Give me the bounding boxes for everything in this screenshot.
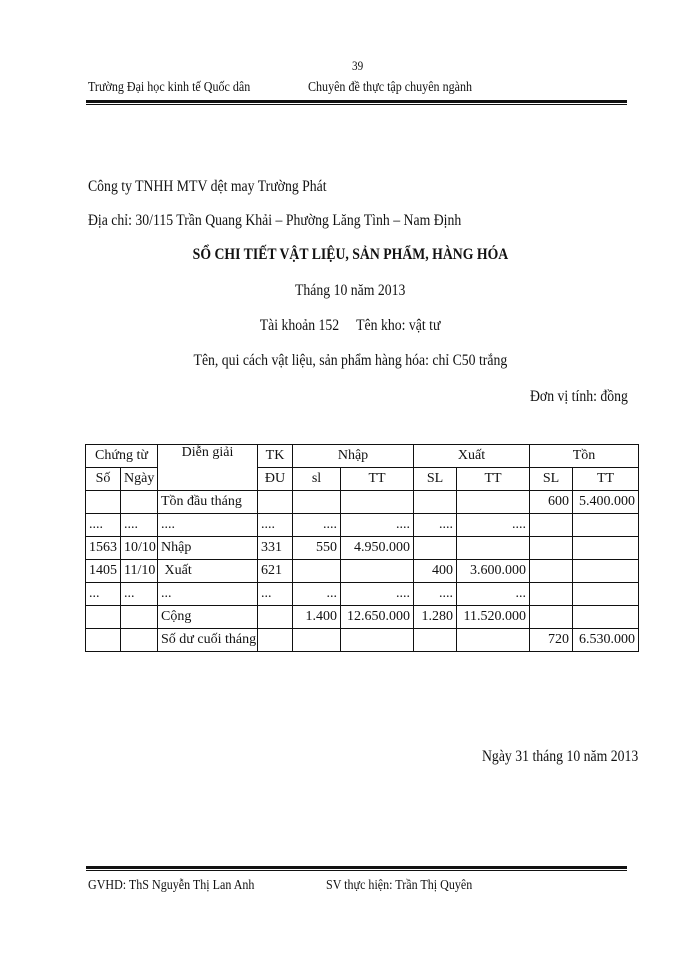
cell-date: ... (121, 583, 158, 606)
cell-export-qty (414, 629, 457, 652)
cell-export-qty (414, 537, 457, 560)
cell-export-amount: 3.600.000 (457, 560, 530, 583)
cell-description: Số dư cuối tháng (158, 629, 258, 652)
cell-export-amount: ... (457, 583, 530, 606)
cell-import-qty: ... (293, 583, 341, 606)
col-balance-amount: TT (573, 468, 639, 491)
cell-export-amount (457, 491, 530, 514)
cell-balance-amount: 6.530.000 (573, 629, 639, 652)
page-number: 39 (352, 58, 364, 73)
footer-divider (86, 866, 627, 869)
ledger-period: Tháng 10 năm 2013 (294, 282, 406, 299)
cell-balance-qty (530, 583, 573, 606)
cell-description: Xuất (158, 560, 258, 583)
cell-balance-amount (573, 606, 639, 629)
cell-balance-qty (530, 606, 573, 629)
footer-divider-thin (86, 870, 627, 871)
cell-balance-amount: 5.400.000 (573, 491, 639, 514)
col-export-qty: SL (414, 468, 457, 491)
col-import: Nhập (293, 445, 414, 468)
cell-balance-amount (573, 537, 639, 560)
col-export: Xuất (414, 445, 530, 468)
col-balance-qty: SL (530, 468, 573, 491)
col-voucher: Chứng từ (86, 445, 158, 468)
cell-no (86, 606, 121, 629)
header-report-type: Chuyên đề thực tập chuyên ngành (308, 80, 473, 95)
col-balance: Tồn (530, 445, 639, 468)
company-name: Công ty TNHH MTV dệt may Trường Phát (88, 178, 327, 195)
cell-export-qty: .... (414, 514, 457, 537)
cell-export-qty (414, 491, 457, 514)
cell-balance-qty (530, 537, 573, 560)
cell-no: .... (86, 514, 121, 537)
header-divider (86, 100, 627, 103)
cell-no: 1405 (86, 560, 121, 583)
ledger-account: Tài khoản 152 Tên kho: vật tư (259, 317, 441, 334)
ledger-title: SỔ CHI TIẾT VẬT LIỆU, SẢN PHẨM, HÀNG HÓA (192, 246, 508, 263)
cell-export-amount (457, 629, 530, 652)
table-row-total (86, 606, 639, 629)
table-row (86, 560, 639, 583)
cell-import-amount: 4.950.000 (341, 537, 414, 560)
cell-import-qty: 550 (293, 537, 341, 560)
cell-account (258, 629, 293, 652)
ledger-unit: Đơn vị tính: đồng (530, 388, 628, 405)
cell-date (121, 629, 158, 652)
cell-balance-qty: 600 (530, 491, 573, 514)
cell-export-amount: .... (457, 514, 530, 537)
cell-description: Cộng (158, 606, 258, 629)
cell-export-amount: 11.520.000 (457, 606, 530, 629)
cell-account: ... (258, 583, 293, 606)
cell-date: .... (121, 514, 158, 537)
cell-import-qty (293, 560, 341, 583)
cell-date: 11/10 (121, 560, 158, 583)
cell-import-qty (293, 491, 341, 514)
cell-balance-amount (573, 583, 639, 606)
table-row (86, 491, 639, 514)
cell-balance-amount (573, 514, 639, 537)
cell-description: ... (158, 583, 258, 606)
cell-description: .... (158, 514, 258, 537)
cell-balance-qty (530, 514, 573, 537)
header-divider-thin (86, 104, 627, 105)
footer-student: SV thực hiện: Trần Thị Quyên (326, 878, 473, 893)
cell-date (121, 491, 158, 514)
cell-no (86, 491, 121, 514)
ledger-table (85, 444, 639, 652)
col-import-amount: TT (341, 468, 414, 491)
cell-description: Tồn đầu tháng (158, 491, 258, 514)
cell-date: 10/10 (121, 537, 158, 560)
closing-date: Ngày 31 tháng 10 năm 2013 (482, 748, 639, 765)
table-row (86, 583, 639, 606)
col-export-amount: TT (457, 468, 530, 491)
cell-import-qty: .... (293, 514, 341, 537)
cell-account (258, 491, 293, 514)
footer-advisor: GVHD: ThS Nguyễn Thị Lan Anh (88, 878, 255, 893)
cell-account: .... (258, 514, 293, 537)
cell-export-amount (457, 537, 530, 560)
col-account-du: ĐU (258, 468, 293, 491)
cell-no (86, 629, 121, 652)
cell-import-amount: .... (341, 514, 414, 537)
cell-account: 331 (258, 537, 293, 560)
cell-export-qty: .... (414, 583, 457, 606)
company-address: Địa chỉ: 30/115 Trần Quang Khải – Phường Lăng Tình – Nam Định (88, 212, 462, 229)
cell-description: Nhập (158, 537, 258, 560)
cell-import-amount: .... (341, 583, 414, 606)
cell-import-amount (341, 629, 414, 652)
col-account-tk: TK (258, 445, 293, 468)
cell-no: 1563 (86, 537, 121, 560)
header-row-1 (86, 445, 639, 468)
table-row (86, 514, 639, 537)
cell-date (121, 606, 158, 629)
ledger-material: Tên, qui cách vật liệu, sản phẩm hàng hóa: chỉ C50 trắng (193, 352, 507, 369)
cell-balance-amount (573, 560, 639, 583)
table-row (86, 537, 639, 560)
cell-import-amount: 12.650.000 (341, 606, 414, 629)
col-voucher-date: Ngày (121, 468, 158, 491)
cell-import-qty (293, 629, 341, 652)
col-voucher-no: Số (86, 468, 121, 491)
cell-account: 621 (258, 560, 293, 583)
cell-export-qty: 400 (414, 560, 457, 583)
cell-balance-qty (530, 560, 573, 583)
cell-balance-qty: 720 (530, 629, 573, 652)
col-import-qty: sl (293, 468, 341, 491)
cell-import-amount (341, 491, 414, 514)
header-school: Trường Đại học kinh tế Quốc dân (88, 80, 251, 95)
table-row-closing (86, 629, 639, 652)
cell-account (258, 606, 293, 629)
col-description: Diễn giải (158, 445, 258, 491)
cell-import-qty: 1.400 (293, 606, 341, 629)
cell-import-amount (341, 560, 414, 583)
cell-export-qty: 1.280 (414, 606, 457, 629)
cell-no: ... (86, 583, 121, 606)
